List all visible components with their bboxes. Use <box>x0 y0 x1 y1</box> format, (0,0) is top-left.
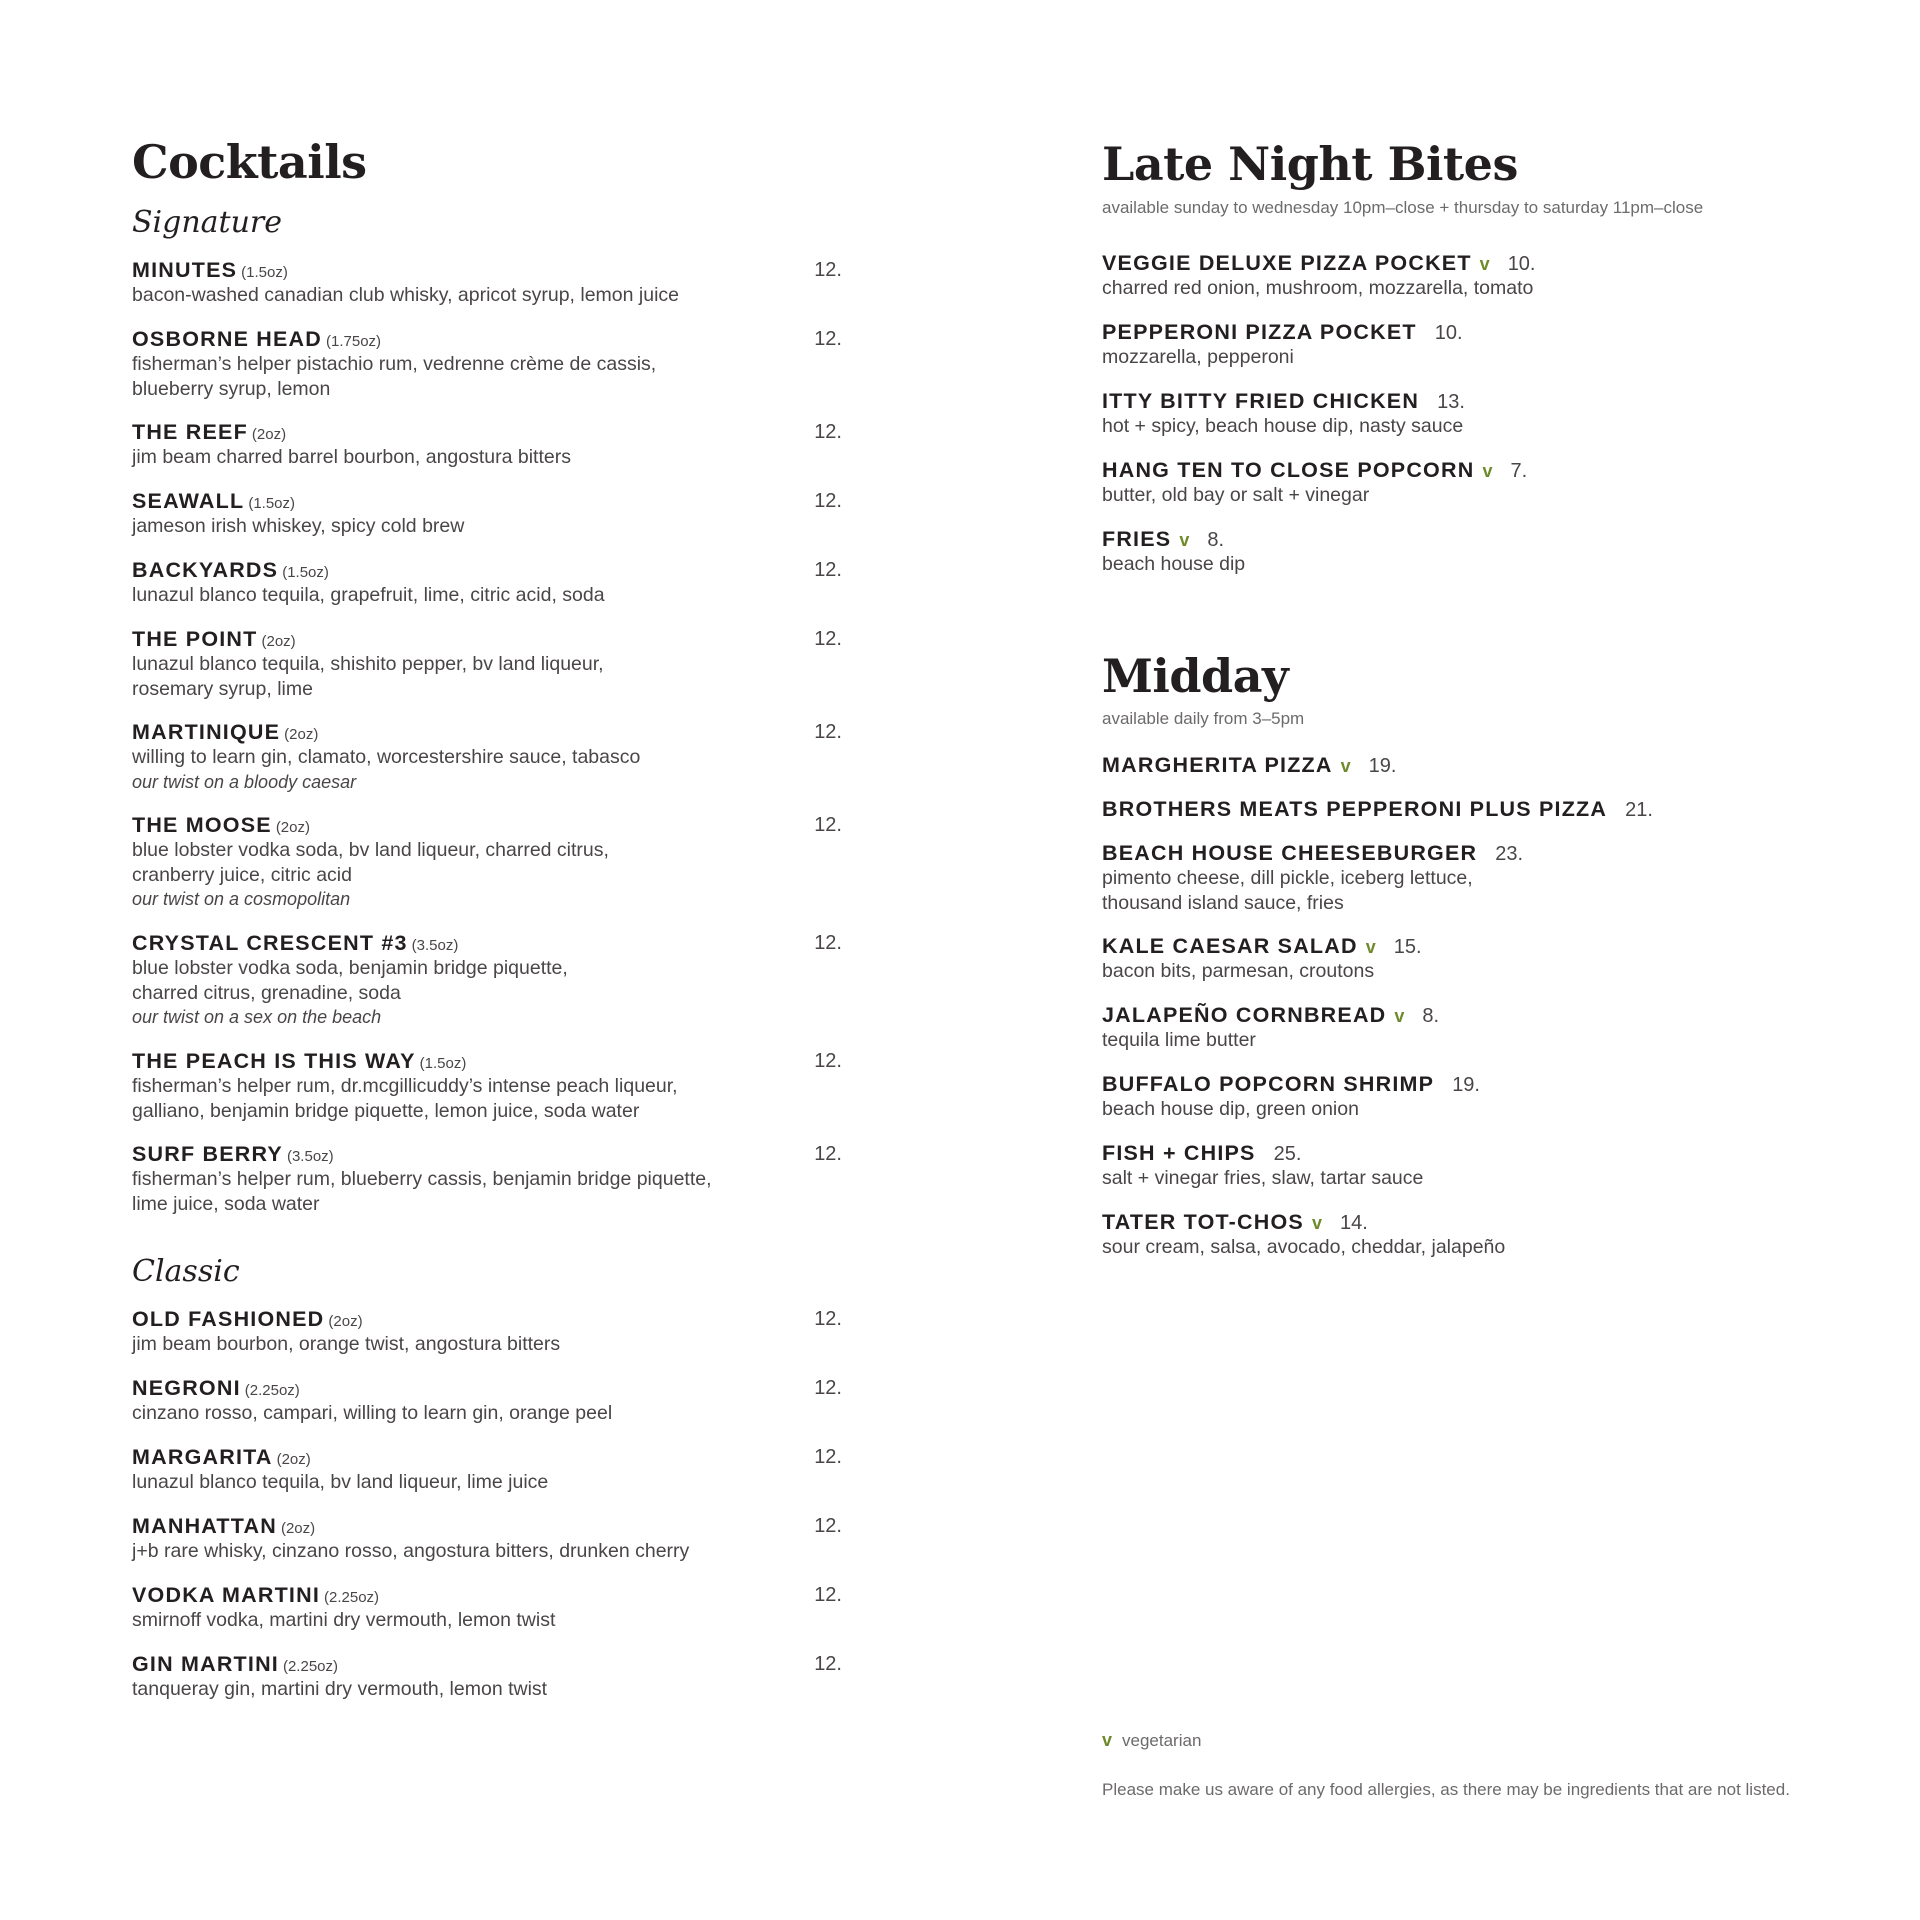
late-night-availability: available sunday to wednesday 10pm–close + thursday to saturday 11pm–close <box>1102 198 1704 217</box>
menu-item <box>1102 1071 1822 1122</box>
item-price: 12. <box>814 259 842 281</box>
item-header <box>132 257 842 283</box>
item-description: blue lobster vodka soda, bv land liqueur, charred citrus, <box>132 839 609 861</box>
menu-item <box>132 1513 842 1564</box>
menu-item <box>1102 752 1822 778</box>
item-price: 12. <box>814 1584 842 1606</box>
item-header <box>1102 796 1822 822</box>
item-header <box>132 812 842 838</box>
item-price: 12. <box>814 628 842 650</box>
menu-item <box>1102 319 1822 370</box>
item-header <box>132 326 842 352</box>
item-header <box>132 1651 842 1677</box>
menu-item <box>132 626 842 701</box>
item-name: THE MOOSE <box>132 813 272 837</box>
item-description: jim beam charred barrel bourbon, angostura bitters <box>132 446 571 468</box>
item-name: OSBORNE HEAD <box>132 327 323 351</box>
item-price: 12. <box>814 328 842 350</box>
item-price: 19. <box>1452 1074 1480 1096</box>
item-price: 8. <box>1207 529 1225 551</box>
item-note: our twist on a sex on the beach <box>132 1007 382 1027</box>
item-price: 14. <box>1339 1212 1368 1234</box>
signature-heading: Signature <box>132 205 283 240</box>
classic-heading: Classic <box>132 1254 240 1289</box>
item-size: (2oz) <box>280 1520 316 1537</box>
item-header <box>1102 457 1822 483</box>
item-header <box>132 1444 842 1470</box>
item-size: (2.25oz) <box>244 1382 300 1399</box>
vegetarian-icon: v <box>1365 937 1376 957</box>
item-price: 21. <box>1625 799 1653 821</box>
item-description: salt + vinegar fries, slaw, tartar sauce <box>1102 1167 1424 1189</box>
menu-item <box>1102 1140 1822 1191</box>
menu-item <box>132 557 842 608</box>
item-name: BROTHERS MEATS PEPPERONI PLUS PIZZA <box>1102 797 1608 821</box>
item-header <box>132 557 842 583</box>
item-header <box>1102 319 1822 345</box>
item-price: 12. <box>814 1308 842 1330</box>
item-size: (2.25oz) <box>324 1589 380 1606</box>
vegetarian-icon: v <box>1479 254 1490 274</box>
menu-item <box>1102 388 1822 439</box>
item-price: 12. <box>814 421 842 443</box>
menu-item <box>132 488 842 539</box>
menu-item <box>132 1444 842 1495</box>
vegetarian-icon: v <box>1102 1730 1113 1750</box>
item-name: HANG TEN TO CLOSE POPCORN <box>1102 458 1475 482</box>
item-description: charred red onion, mushroom, mozzarella, tomato <box>1102 277 1534 299</box>
item-description: hot + spicy, beach house dip, nasty sauce <box>1102 415 1464 437</box>
item-size: (2.25oz) <box>282 1658 338 1675</box>
vegetarian-icon: v <box>1482 461 1493 481</box>
item-size: (2oz) <box>261 633 296 650</box>
item-price: 12. <box>814 721 842 743</box>
item-size: (3.5oz) <box>411 937 459 954</box>
item-price: 12. <box>814 1050 842 1072</box>
item-note: our twist on a cosmopolitan <box>132 889 351 909</box>
menu-item <box>132 1375 842 1426</box>
item-header <box>1102 250 1822 276</box>
item-size: (1.5oz) <box>282 564 329 581</box>
cocktails-heading: Cocktails <box>132 135 367 189</box>
menu-item <box>132 1306 842 1357</box>
item-description: lunazul blanco tequila, grapefruit, lime, citric acid, soda <box>132 584 605 606</box>
menu-item <box>1102 840 1822 915</box>
item-header <box>132 626 842 652</box>
item-header <box>1102 388 1822 414</box>
vegetarian-icon: v <box>1179 530 1190 550</box>
item-description: butter, old bay or salt + vinegar <box>1102 484 1370 506</box>
menu-item <box>132 719 842 794</box>
item-price: 10. <box>1507 253 1536 275</box>
item-description: fisherman’s helper pistachio rum, vedrenne crème de cassis, <box>132 353 657 375</box>
item-name: MARTINIQUE <box>132 720 281 744</box>
item-price: 12. <box>814 1143 842 1165</box>
item-price: 10. <box>1434 322 1463 344</box>
item-price: 12. <box>814 1377 842 1399</box>
menu-item <box>132 1048 842 1123</box>
item-name: NEGRONI <box>132 1376 241 1400</box>
item-description: beach house dip, green onion <box>1102 1098 1359 1120</box>
item-header <box>132 1306 842 1332</box>
menu-item <box>132 1651 842 1702</box>
item-price: 12. <box>814 1515 842 1537</box>
vegetarian-icon: v <box>1340 756 1351 776</box>
item-name: MARGARITA <box>132 1445 273 1469</box>
menu-item <box>1102 933 1822 984</box>
item-description: lunazul blanco tequila, bv land liqueur, lime juice <box>132 1471 549 1493</box>
item-name: MANHATTAN <box>132 1514 277 1538</box>
item-size: (1.5oz) <box>241 264 288 281</box>
menu-item <box>132 326 842 401</box>
item-description: sour cream, salsa, avocado, cheddar, jalapeño <box>1102 1236 1506 1258</box>
item-name: GIN MARTINI <box>132 1652 279 1676</box>
menu-item <box>132 419 842 470</box>
item-description: blueberry syrup, lemon <box>132 377 331 400</box>
item-price: 8. <box>1422 1005 1440 1027</box>
item-name: FRIES <box>1102 527 1172 551</box>
item-price: 15. <box>1393 936 1422 958</box>
item-header <box>132 419 842 445</box>
menu-item <box>1102 526 1822 577</box>
item-description: j+b rare whisky, cinzano rosso, angostura bitters, drunken cherry <box>132 1540 690 1562</box>
item-price: 23. <box>1495 843 1524 865</box>
item-name: BUFFALO POPCORN SHRIMP <box>1102 1072 1435 1096</box>
item-name: OLD FASHIONED <box>132 1307 325 1331</box>
item-header <box>1102 526 1822 552</box>
item-description: bacon bits, parmesan, croutons <box>1102 960 1375 982</box>
item-size: (2oz) <box>284 726 319 743</box>
item-name: FISH + CHIPS <box>1102 1141 1256 1165</box>
item-name: KALE CAESAR SALAD <box>1102 934 1358 958</box>
item-name: THE PEACH IS THIS WAY <box>132 1049 416 1073</box>
item-name: TATER TOT-CHOS <box>1102 1210 1304 1234</box>
midday-availability: available daily from 3–5pm <box>1102 709 1305 728</box>
item-description: lunazul blanco tequila, shishito pepper, bv land liqueur, <box>132 653 604 675</box>
item-header <box>132 1141 842 1167</box>
item-price: 25. <box>1273 1143 1302 1165</box>
item-name: MINUTES <box>132 258 238 282</box>
item-description: galliano, benjamin bridge piquette, lemon juice, soda water <box>132 1099 640 1122</box>
menu-item <box>132 1141 842 1216</box>
item-name: THE REEF <box>132 420 248 444</box>
item-price: 12. <box>814 932 842 954</box>
item-price: 12. <box>814 490 842 512</box>
item-header <box>1102 1209 1822 1235</box>
item-price: 12. <box>814 559 842 581</box>
item-header <box>132 1375 842 1401</box>
item-size: (1.75oz) <box>326 333 382 350</box>
item-description: cinzano rosso, campari, willing to learn gin, orange peel <box>132 1402 613 1424</box>
item-price: 12. <box>814 814 842 836</box>
vegetarian-legend <box>1102 1730 1201 1751</box>
item-size: (1.5oz) <box>248 495 296 512</box>
item-description: jameson irish whiskey, spicy cold brew <box>132 515 465 537</box>
item-description: rosemary syrup, lime <box>132 677 313 700</box>
item-name: VODKA MARTINI <box>132 1583 320 1607</box>
item-description: lime juice, soda water <box>132 1192 320 1215</box>
late-night-heading: Late Night Bites <box>1102 137 1518 191</box>
item-name: ITTY BITTY FRIED CHICKEN <box>1102 389 1420 413</box>
item-header <box>1102 752 1822 778</box>
item-header <box>132 1582 842 1608</box>
item-description: pimento cheese, dill pickle, iceberg lettuce, <box>1102 867 1473 889</box>
item-description: thousand island sauce, fries <box>1102 891 1344 914</box>
menu-item <box>1102 1002 1822 1053</box>
menu-item <box>132 930 842 1030</box>
menu-item <box>1102 457 1822 508</box>
item-header <box>1102 933 1822 959</box>
midday-heading: Midday <box>1102 649 1289 703</box>
item-description: smirnoff vodka, martini dry vermouth, lemon twist <box>132 1609 556 1631</box>
item-header <box>132 1048 842 1074</box>
item-description: cranberry juice, citric acid <box>132 863 352 886</box>
item-header <box>1102 1002 1822 1028</box>
item-header <box>132 488 842 514</box>
item-description: willing to learn gin, clamato, worcestershire sauce, tabasco <box>132 746 641 768</box>
item-price: 7. <box>1510 460 1528 482</box>
menu-item <box>1102 250 1822 301</box>
item-description: jim beam bourbon, orange twist, angostura bitters <box>132 1333 561 1355</box>
item-size: (2oz) <box>276 1451 311 1468</box>
vegetarian-legend-label: vegetarian <box>1122 1731 1202 1750</box>
item-header <box>132 719 842 745</box>
item-header <box>132 930 842 956</box>
vegetarian-icon: v <box>1311 1213 1322 1233</box>
item-header <box>1102 1140 1822 1166</box>
item-name: SURF BERRY <box>132 1142 283 1166</box>
item-size: (2oz) <box>328 1313 363 1330</box>
item-size: (3.5oz) <box>286 1148 334 1165</box>
item-price: 12. <box>814 1653 842 1675</box>
menu-item <box>132 257 842 308</box>
item-description: bacon-washed canadian club whisky, apricot syrup, lemon juice <box>132 284 680 306</box>
item-name: SEAWALL <box>132 489 245 513</box>
item-note: our twist on a bloody caesar <box>132 771 357 792</box>
menu-item <box>1102 796 1822 822</box>
menu-item <box>132 1582 842 1633</box>
item-price: 13. <box>1437 391 1465 413</box>
item-name: MARGHERITA PIZZA <box>1102 753 1333 777</box>
menu-item <box>1102 1209 1822 1260</box>
item-name: VEGGIE DELUXE PIZZA POCKET <box>1102 251 1472 275</box>
menu-item <box>132 812 842 912</box>
item-description: fisherman’s helper rum, dr.mcgillicuddy’s intense peach liqueur, <box>132 1075 678 1097</box>
item-header <box>1102 1071 1822 1097</box>
item-name: BEACH HOUSE CHEESEBURGER <box>1102 841 1478 865</box>
item-size: (2oz) <box>275 819 310 836</box>
item-description: fisherman’s helper rum, blueberry cassis, benjamin bridge piquette, <box>132 1168 712 1190</box>
item-name: JALAPEÑO CORNBREAD <box>1102 1003 1387 1027</box>
item-price: 19. <box>1368 755 1397 777</box>
item-name: BACKYARDS <box>132 558 279 582</box>
item-price: 12. <box>814 1446 842 1468</box>
item-description: beach house dip <box>1102 553 1246 575</box>
item-name: THE POINT <box>132 627 258 651</box>
item-description: blue lobster vodka soda, benjamin bridge piquette, <box>132 957 568 979</box>
item-description: tequila lime butter <box>1102 1029 1256 1051</box>
item-header <box>1102 840 1822 866</box>
item-name: PEPPERONI PIZZA POCKET <box>1102 320 1417 344</box>
allergy-note: Please make us aware of any food allergies, as there may be ingredients that are not listed. <box>1102 1780 1790 1799</box>
item-name: CRYSTAL CRESCENT #3 <box>132 931 408 955</box>
item-header <box>132 1513 842 1539</box>
item-description: tanqueray gin, martini dry vermouth, lemon twist <box>132 1678 548 1700</box>
item-size: (2oz) <box>251 426 287 443</box>
item-size: (1.5oz) <box>419 1055 467 1072</box>
item-description: charred citrus, grenadine, soda <box>132 981 401 1004</box>
vegetarian-icon: v <box>1394 1006 1405 1026</box>
item-description: mozzarella, pepperoni <box>1102 346 1294 368</box>
